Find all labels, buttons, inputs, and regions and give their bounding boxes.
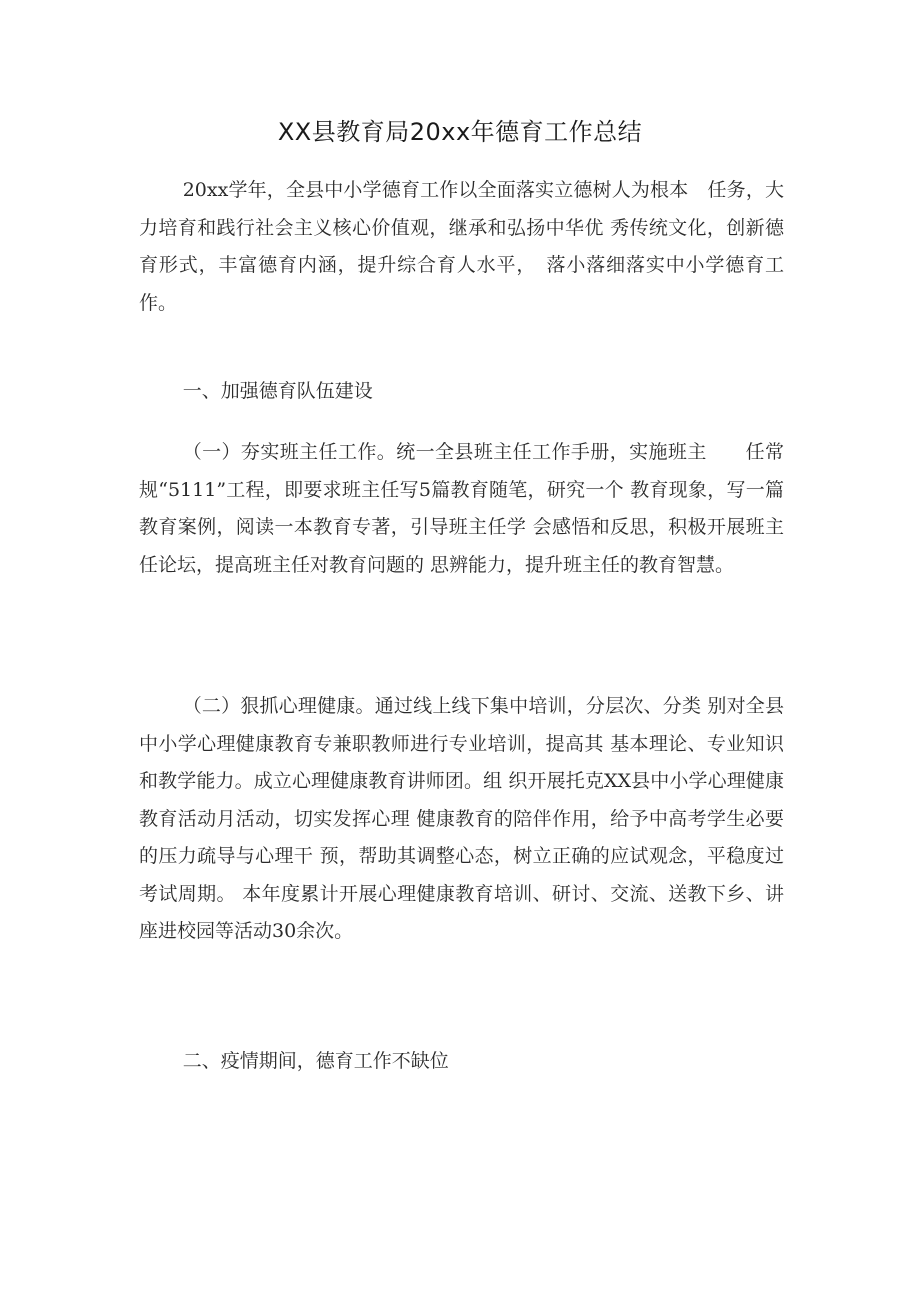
section1-heading-block <box>139 373 784 411</box>
intro-paragraph-block <box>139 172 784 322</box>
section1-item1-paragraph: （一）夯实班主任工作。统一全县班主任工作手册，实施班主 任常规“5111”工程，即要求班主任写5篇教育随笔，研究一个 教育现象，写一篇教育案例，阅读一本教育专著，引导班主任学 会感悟和反思，积极开展班主任论坛，提高班主任对教育问题的 思辨能力，提升班主任的教育智慧。 <box>139 441 784 576</box>
section2-heading: 二、疫情期间，德育工作不缺位 <box>182 1050 449 1072</box>
document-title: XX县教育局20xx年德育工作总结 <box>277 118 643 146</box>
section2-heading-block <box>139 1043 784 1081</box>
section1-item2-block <box>139 688 784 951</box>
section1-item2-paragraph: （二）狠抓心理健康。通过线上线下集中培训，分层次、分类 别对全县中小学心理健康教育专兼职教师进行专业培训，提高其 基本理论、专业知识和教学能力。成立心理健康教育讲师团。组 织开展托克XX县中小学心理健康教育活动月活动，切实发挥心理 健康教育的陪伴作用，给予中高考学生必要的压力疏导与心理干 预，帮助其调整心态，树立正确的应试观念，平稳度过考试周期。 本年度累计开展心理健康教育培训、研讨、交流、送教下乡、讲 座进校园等活动30余次。 <box>139 695 784 942</box>
section1-heading: 一、加强德育队伍建设 <box>182 380 373 402</box>
intro-paragraph: 20xx学年，全县中小学德育工作以全面落实立德树人为根本 任务，大力培育和践行社会主义核心价值观，继承和弘扬中华优 秀传统文化，创新德育形式，丰富德育内涵，提升综合育人水平， 落小落细落实中小学德育工作。 <box>139 179 784 314</box>
section1-item1-block <box>139 434 784 584</box>
